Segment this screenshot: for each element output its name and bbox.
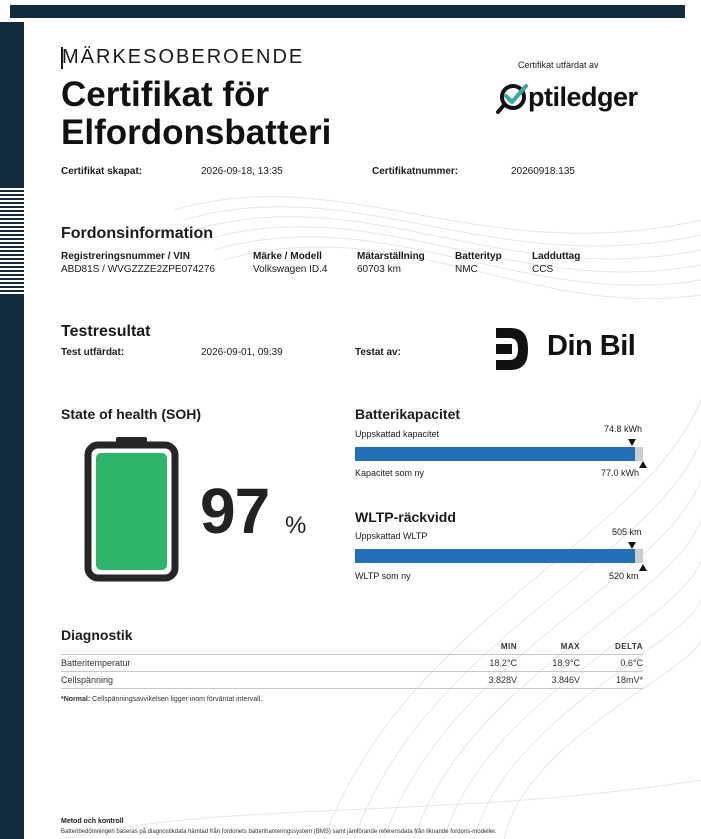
row-voltage-max: 3.846V xyxy=(551,675,580,685)
wltp-new-value: 520 km xyxy=(609,571,639,581)
footer-heading: Metod och kontroll xyxy=(61,818,124,825)
test-issued-value: 2026-09-01, 09:39 xyxy=(201,347,283,358)
col-min-header: MIN xyxy=(500,642,517,651)
soh-heading: State of health (SOH) xyxy=(61,406,202,422)
title-line-2: Elfordonsbatteri xyxy=(61,113,332,152)
tester-brand-name: Din Bil xyxy=(547,330,636,362)
certificate-number-label: Certifikatnummer: xyxy=(372,166,459,177)
model-label: Märke / Modell xyxy=(253,251,322,262)
wltp-new-label: WLTP som ny xyxy=(355,571,411,581)
col-max-header: MAX xyxy=(560,642,580,651)
footer-text: Batteribedömningen baseras på diagnostikdata hämtad från fordonets batterihanteringssystem (BMS) samt jämförande referensdata från liknande fordons-modeller. xyxy=(61,829,497,835)
din-bil-logo-icon xyxy=(494,326,530,372)
wltp-heading: WLTP-räckvidd xyxy=(355,509,456,525)
note-text: Cellspänningsavvikelsen ligger inom förväntat intervall. xyxy=(90,696,263,703)
capacity-estimated-marker xyxy=(628,439,636,446)
tested-by-label: Testat av: xyxy=(355,347,401,358)
row-temperature-min: 18.2°C xyxy=(489,658,517,668)
wltp-estimated-label: Uppskattad WLTP xyxy=(355,531,428,541)
wltp-bar-remainder xyxy=(635,549,643,563)
table-rule-bottom xyxy=(61,688,643,689)
row-temperature-delta: 0.6°C xyxy=(620,658,643,668)
created-label: Certifikat skapat: xyxy=(61,166,143,177)
document-title xyxy=(61,76,331,152)
battery-icon xyxy=(84,437,179,582)
wltp-bar xyxy=(355,549,635,563)
issuer-label: Certifikat utfärdat av xyxy=(518,60,599,70)
diagnostics-heading: Diagnostik xyxy=(61,627,133,643)
row-voltage-name: Cellspänning xyxy=(61,675,114,685)
row-temperature-max: 18.9°C xyxy=(552,658,580,668)
row-voltage-delta: 18mV* xyxy=(615,675,643,685)
table-rule-mid xyxy=(61,671,643,672)
test-issued-label: Test utfärdat: xyxy=(61,347,125,358)
capacity-new-marker xyxy=(639,461,647,468)
issuer-brand-name: ptiledger xyxy=(528,82,638,112)
top-banner xyxy=(10,5,685,18)
capacity-bar xyxy=(355,447,635,461)
odometer-value: 60703 km xyxy=(357,264,401,275)
battery-type-label: Batterityp xyxy=(455,251,502,262)
charge-port-value: CCS xyxy=(532,264,554,275)
diagnostics-note xyxy=(61,696,262,703)
eyebrow-label: MÄRKESOBEROENDE xyxy=(62,46,305,68)
row-voltage-min: 3.828V xyxy=(488,675,517,685)
row-temperature-name: Batteritemperatur xyxy=(61,658,131,668)
soh-unit: % xyxy=(285,512,307,539)
test-heading: Testresultat xyxy=(61,323,151,340)
title-line-1: Certifikat för xyxy=(61,75,270,114)
note-bold: *Normal: xyxy=(61,696,91,703)
capacity-heading: Batterikapacitet xyxy=(355,406,461,422)
created-value: 2026-09-18, 13:35 xyxy=(201,166,283,177)
vehicle-heading: Fordonsinformation xyxy=(61,225,213,242)
capacity-new-label: Kapacitet som ny xyxy=(355,468,425,478)
barcode-stripes xyxy=(0,186,24,295)
odometer-label: Mätarställning xyxy=(357,251,425,262)
wltp-new-marker xyxy=(639,564,647,571)
soh-value: 97 xyxy=(200,475,270,547)
capacity-estimated-label: Uppskattad kapacitet xyxy=(355,429,440,439)
capacity-estimated-value: 74.8 kWh xyxy=(604,424,643,434)
wltp-estimated-value: 505 km xyxy=(612,527,642,537)
table-rule-top xyxy=(61,654,643,655)
capacity-bar-remainder xyxy=(635,447,643,461)
left-banner xyxy=(0,22,24,839)
battery-fill xyxy=(96,453,167,570)
charge-port-label: Ladduttag xyxy=(532,251,581,262)
certificate-number-value: 20260918.135 xyxy=(511,166,575,177)
reg-value: ABD81S / WVGZZZE2ZPE074276 xyxy=(61,264,215,275)
battery-type-value: NMC xyxy=(455,264,478,275)
reg-label: Registreringsnummer / VIN xyxy=(61,251,190,262)
capacity-new-value: 77.0 kWh xyxy=(601,468,640,478)
model-value: Volkswagen ID.4 xyxy=(253,264,328,275)
col-delta-header: DELTA xyxy=(615,642,643,651)
wltp-estimated-marker xyxy=(628,542,636,549)
